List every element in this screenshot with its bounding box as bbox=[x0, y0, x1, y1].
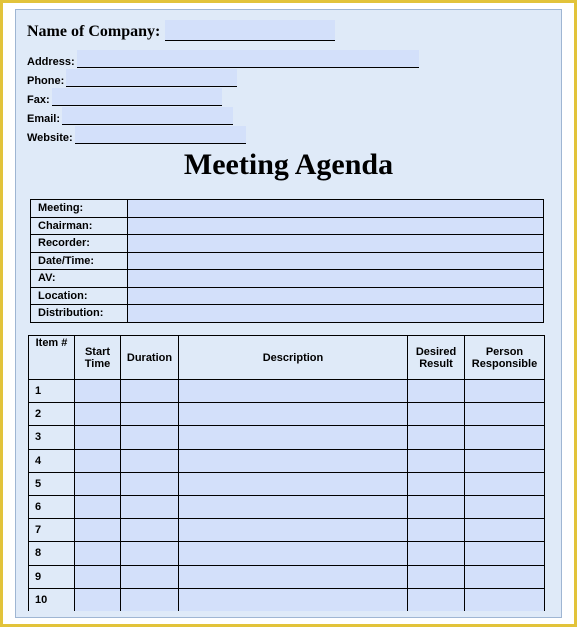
table-cell[interactable] bbox=[121, 495, 179, 518]
table-cell[interactable] bbox=[408, 472, 465, 495]
table-cell[interactable] bbox=[179, 588, 408, 611]
table-cell[interactable] bbox=[75, 449, 121, 472]
item-number: 7 bbox=[29, 519, 75, 542]
item-number: 6 bbox=[29, 495, 75, 518]
table-cell[interactable] bbox=[465, 380, 545, 403]
table-cell[interactable] bbox=[179, 472, 408, 495]
email-field[interactable] bbox=[62, 107, 233, 125]
fax-label: Fax: bbox=[27, 94, 50, 106]
agenda-items-table bbox=[28, 335, 545, 611]
meeting-info-field[interactable] bbox=[128, 217, 544, 235]
item-number: 10 bbox=[29, 588, 75, 611]
table-cell[interactable] bbox=[465, 519, 545, 542]
meeting-info-field[interactable] bbox=[128, 305, 544, 323]
company-name-label: Name of Company: bbox=[27, 23, 161, 40]
table-cell[interactable] bbox=[121, 542, 179, 565]
table-cell[interactable] bbox=[408, 449, 465, 472]
address-label: Address: bbox=[27, 56, 75, 68]
item-number: 2 bbox=[29, 403, 75, 426]
meeting-info-label: Chairman: bbox=[31, 217, 128, 235]
meeting-info-row bbox=[31, 287, 544, 305]
item-number: 9 bbox=[29, 565, 75, 588]
table-row bbox=[29, 426, 545, 449]
table-cell[interactable] bbox=[408, 495, 465, 518]
meeting-info-label: AV: bbox=[31, 270, 128, 288]
table-row bbox=[29, 565, 545, 588]
table-cell[interactable] bbox=[465, 565, 545, 588]
table-cell[interactable] bbox=[75, 542, 121, 565]
address-field[interactable] bbox=[77, 50, 419, 68]
phone-line bbox=[27, 69, 237, 87]
email-label: Email: bbox=[27, 113, 61, 125]
page-title: Meeting Agenda bbox=[183, 148, 394, 181]
table-cell[interactable] bbox=[75, 519, 121, 542]
phone-label: Phone: bbox=[27, 75, 65, 87]
table-cell[interactable] bbox=[179, 426, 408, 449]
table-cell[interactable] bbox=[121, 380, 179, 403]
table-cell[interactable] bbox=[75, 426, 121, 449]
table-cell[interactable] bbox=[75, 495, 121, 518]
column-header: Desired Result bbox=[408, 336, 465, 380]
agenda-sheet bbox=[15, 9, 562, 618]
table-row bbox=[29, 588, 545, 611]
table-cell[interactable] bbox=[121, 449, 179, 472]
table-cell[interactable] bbox=[408, 380, 465, 403]
meeting-info-label: Date/Time: bbox=[31, 252, 128, 270]
table-cell[interactable] bbox=[465, 426, 545, 449]
website-line bbox=[27, 126, 246, 144]
table-cell[interactable] bbox=[179, 495, 408, 518]
meeting-info-label: Distribution: bbox=[31, 305, 128, 323]
phone-field[interactable] bbox=[66, 69, 237, 87]
table-cell[interactable] bbox=[75, 403, 121, 426]
address-line bbox=[27, 50, 419, 68]
table-row bbox=[29, 495, 545, 518]
meeting-info-field[interactable] bbox=[128, 252, 544, 270]
meeting-info-row bbox=[31, 200, 544, 218]
company-name-line bbox=[27, 20, 335, 41]
meeting-info-row bbox=[31, 270, 544, 288]
table-cell[interactable] bbox=[408, 542, 465, 565]
column-header: Description bbox=[179, 336, 408, 380]
meeting-info-label: Meeting: bbox=[31, 200, 128, 218]
table-cell[interactable] bbox=[408, 588, 465, 611]
table-cell[interactable] bbox=[465, 588, 545, 611]
table-cell[interactable] bbox=[121, 403, 179, 426]
table-cell[interactable] bbox=[465, 403, 545, 426]
item-number: 5 bbox=[29, 472, 75, 495]
table-row bbox=[29, 519, 545, 542]
meeting-info-field[interactable] bbox=[128, 200, 544, 218]
meeting-info-row bbox=[31, 235, 544, 253]
meeting-info-label: Location: bbox=[31, 287, 128, 305]
table-cell[interactable] bbox=[179, 565, 408, 588]
table-cell[interactable] bbox=[75, 565, 121, 588]
column-header: Start Time bbox=[75, 336, 121, 380]
table-row bbox=[29, 449, 545, 472]
table-cell[interactable] bbox=[75, 588, 121, 611]
meeting-info-table bbox=[30, 199, 544, 323]
item-number: 3 bbox=[29, 426, 75, 449]
table-cell[interactable] bbox=[179, 449, 408, 472]
table-row bbox=[29, 542, 545, 565]
table-cell[interactable] bbox=[121, 565, 179, 588]
table-cell[interactable] bbox=[465, 472, 545, 495]
email-line bbox=[27, 107, 233, 125]
column-header: Duration bbox=[121, 336, 179, 380]
item-number: 4 bbox=[29, 449, 75, 472]
table-cell[interactable] bbox=[121, 588, 179, 611]
table-row bbox=[29, 380, 545, 403]
table-cell[interactable] bbox=[465, 495, 545, 518]
table-cell[interactable] bbox=[408, 519, 465, 542]
website-field[interactable] bbox=[75, 126, 246, 144]
table-row bbox=[29, 472, 545, 495]
table-cell[interactable] bbox=[465, 542, 545, 565]
meeting-info-row bbox=[31, 305, 544, 323]
meeting-info-row bbox=[31, 252, 544, 270]
meeting-info-row bbox=[31, 217, 544, 235]
table-cell[interactable] bbox=[121, 472, 179, 495]
table-cell[interactable] bbox=[179, 542, 408, 565]
table-cell[interactable] bbox=[179, 519, 408, 542]
item-number: 1 bbox=[29, 380, 75, 403]
fax-field[interactable] bbox=[52, 88, 222, 106]
table-row bbox=[29, 403, 545, 426]
meeting-info-field[interactable] bbox=[128, 287, 544, 305]
column-header: Item # bbox=[29, 336, 75, 380]
table-cell[interactable] bbox=[75, 472, 121, 495]
column-header: Person Responsible bbox=[465, 336, 545, 380]
meeting-info-field[interactable] bbox=[128, 235, 544, 253]
table-cell[interactable] bbox=[75, 380, 121, 403]
meeting-info-label: Recorder: bbox=[31, 235, 128, 253]
table-cell[interactable] bbox=[408, 565, 465, 588]
meeting-info-field[interactable] bbox=[128, 270, 544, 288]
website-label: Website: bbox=[27, 132, 73, 144]
company-name-field[interactable] bbox=[165, 20, 335, 41]
item-number: 8 bbox=[29, 542, 75, 565]
fax-line bbox=[27, 88, 222, 106]
table-cell[interactable] bbox=[465, 449, 545, 472]
table-cell[interactable] bbox=[121, 519, 179, 542]
table-cell[interactable] bbox=[408, 403, 465, 426]
table-cell[interactable] bbox=[121, 426, 179, 449]
table-cell[interactable] bbox=[408, 426, 465, 449]
table-cell[interactable] bbox=[179, 380, 408, 403]
table-cell[interactable] bbox=[179, 403, 408, 426]
